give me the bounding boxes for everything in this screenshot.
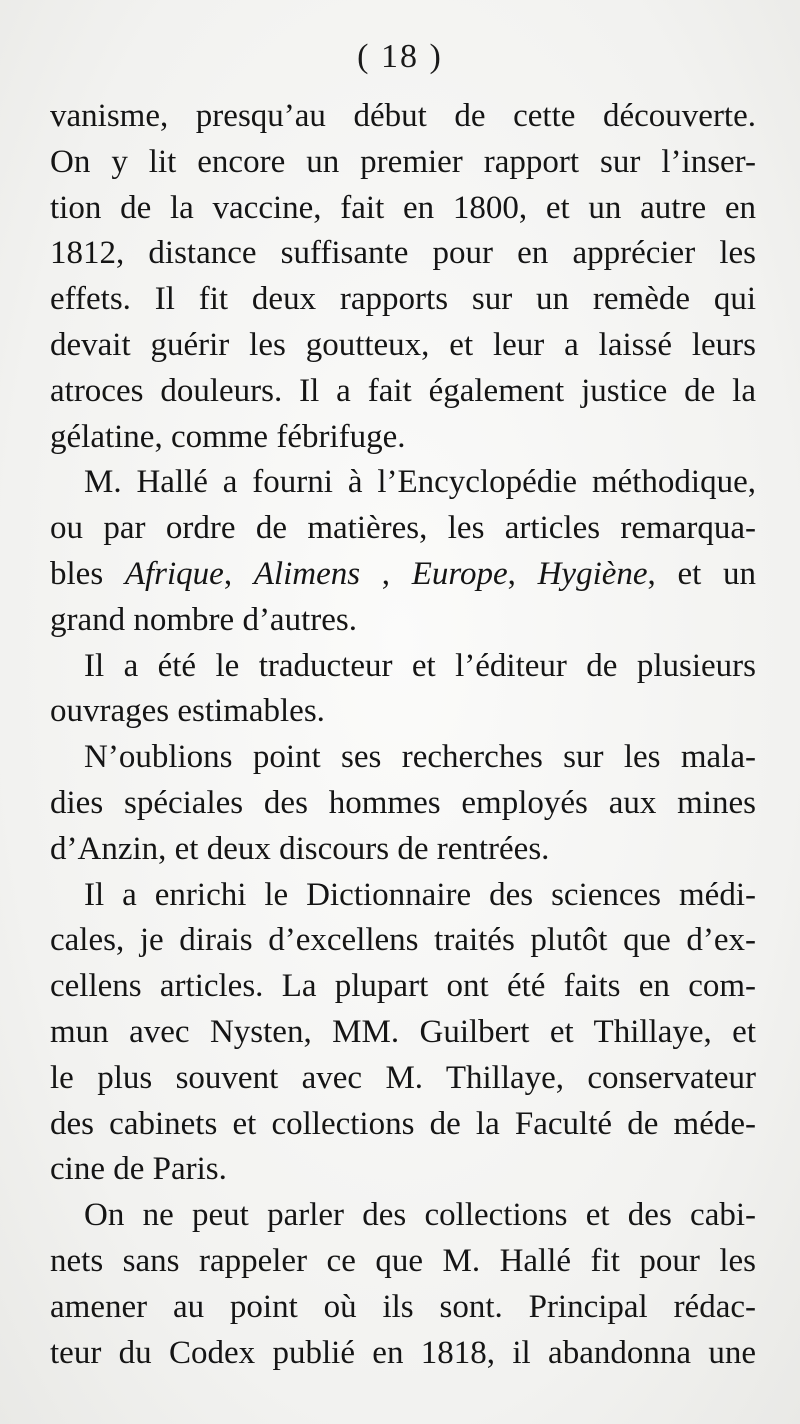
separator: , (507, 555, 538, 592)
text-line: On y lit encore un premier rapport sur l’inser- (50, 143, 756, 180)
text-line: atroces douleurs. Il a fait également justice de la (50, 372, 756, 409)
article-hygiene: Hygiène (537, 555, 648, 592)
text-line: d’Anzin, et deux discours de rentrées. (50, 830, 550, 867)
separator: , (360, 555, 412, 592)
article-afrique: Afrique (124, 555, 224, 592)
separator: , (223, 555, 254, 592)
paragraph-start-line: Il a enrichi le Dictionnaire des sciences médi- (84, 876, 756, 913)
page-number: ( 18 ) (357, 38, 443, 75)
article-europe: Europe (411, 555, 508, 592)
text-line: effets. Il fit deux rapports sur un remède qui (50, 281, 756, 318)
text-line: ouvrages estimables. (50, 693, 325, 730)
line-suffix: , et un (647, 555, 756, 592)
text-line: ou par ordre de matières, les articles remarqua- (50, 510, 756, 547)
text-line: le plus souvent avec M. Thillaye, conservateur (50, 1059, 756, 1096)
text-line: cales, je dirais d’excellens traités plutôt que d’ex- (50, 922, 756, 959)
page-body (50, 94, 756, 1376)
text-line: cine de Paris. (50, 1151, 227, 1188)
text-line: mun avec Nysten, MM. Guilbert et Thillaye, et (50, 1013, 756, 1050)
line-prefix: bles (50, 555, 125, 592)
italic-articles-line (50, 552, 756, 598)
text-line: gélatine, comme fébrifuge. (50, 418, 406, 455)
text-line: tion de la vaccine, fait en 1800, et un autre en (50, 189, 756, 226)
paragraph-start-line: On ne peut parler des collections et des cabi- (84, 1197, 756, 1234)
article-alimens: Alimens (253, 555, 361, 592)
text-line: cellens articles. La plupart ont été faits en com- (50, 968, 756, 1005)
paragraph-start-line: Il a été le traducteur et l’éditeur de plusieurs (84, 647, 756, 684)
paragraph-start-line: M. Hallé a fourni à l’Encyclopédie méthodique, (84, 464, 756, 501)
text-line: 1812, distance suffisante pour en apprécier les (50, 235, 756, 272)
text-line: des cabinets et collections de la Faculté de méde- (50, 1105, 756, 1142)
text-line: dies spéciales des hommes employés aux mines (50, 784, 756, 821)
text-line: amener au point où ils sont. Principal rédac- (50, 1288, 756, 1325)
text-line: grand nombre d’autres. (50, 601, 357, 638)
text-line: vanisme, presqu’au début de cette découverte. (50, 98, 756, 134)
paragraph-start-line: N’oublions point ses recherches sur les mala- (84, 739, 756, 776)
text-line: teur du Codex publié en 1818, il abandonna une (50, 1334, 756, 1371)
text-line: devait guérir les goutteux, et leur a laissé leurs (50, 326, 756, 363)
text-line: nets sans rappeler ce que M. Hallé fit pour les (50, 1242, 756, 1279)
